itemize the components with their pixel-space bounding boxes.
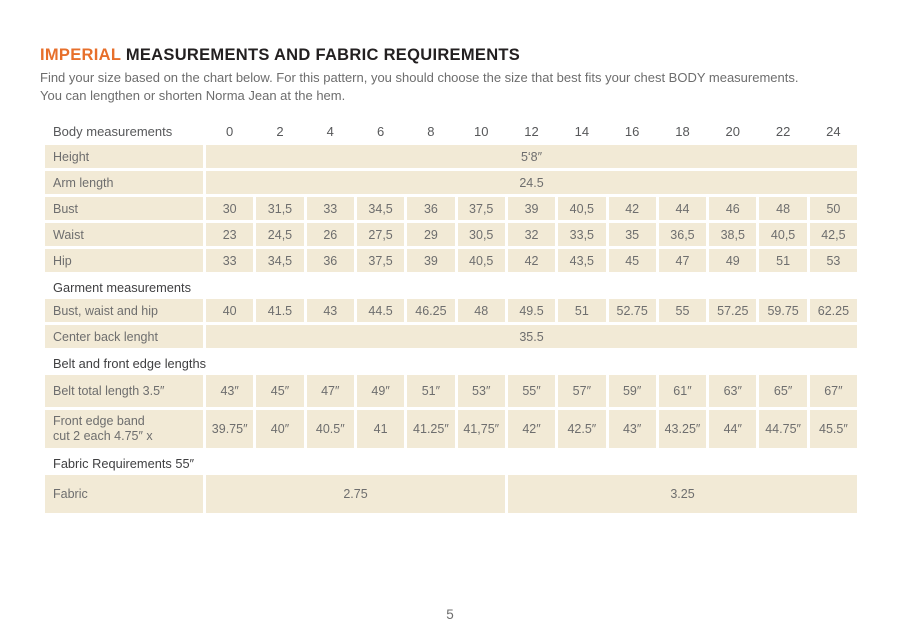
value-cell: 44″ [709, 410, 756, 448]
value-cell: 40 [206, 299, 253, 322]
page-number: 5 [446, 607, 454, 622]
value-cell: 61″ [659, 375, 706, 407]
value-cell: 42,5 [810, 223, 857, 246]
title-highlight: IMPERIAL [40, 46, 121, 64]
value-cell: 49.5 [508, 299, 555, 322]
row-label: Belt total length 3.5″ [45, 375, 203, 407]
value-cell: 46.25 [407, 299, 454, 322]
value-cell: 30 [206, 197, 253, 220]
value-cell: 33,5 [558, 223, 605, 246]
value-cell: 39 [508, 197, 555, 220]
size-column-header-8: 8 [427, 124, 435, 139]
value-cell: 34,5 [256, 249, 303, 272]
value-cell: 53 [810, 249, 857, 272]
value-cell: 27,5 [357, 223, 404, 246]
table-row [45, 223, 857, 246]
row-label: Waist [45, 223, 203, 246]
row-label-line: Front edge band [53, 414, 145, 428]
value-cell: 36 [307, 249, 354, 272]
merged-value-cell: 24.5 [206, 171, 857, 194]
value-cell: 50 [810, 197, 857, 220]
section-header: Garment measurements [53, 280, 191, 295]
value-cell: 30,5 [458, 223, 505, 246]
row-label: Hip [45, 249, 203, 272]
table-row [45, 410, 857, 448]
row-label: Center back lenght [45, 325, 203, 348]
row-label: Fabric [45, 475, 203, 513]
row-label: Bust [45, 197, 203, 220]
value-cell: 62.25 [810, 299, 857, 322]
value-cell: 41.25″ [407, 410, 454, 448]
value-cell: 45 [609, 249, 656, 272]
value-cell: 49″ [357, 375, 404, 407]
value-cell: 29 [407, 223, 454, 246]
size-column-header-10: 10 [473, 124, 489, 139]
size-column-header-12: 12 [524, 124, 539, 139]
value-cell: 63″ [709, 375, 756, 407]
value-cell: 47 [659, 249, 706, 272]
value-cell: 55″ [508, 375, 555, 407]
value-cell: 23 [206, 223, 253, 246]
size-column-header-20: 20 [725, 124, 741, 139]
column-header-body-measurements: Body measurements [53, 124, 173, 139]
value-cell: 43,5 [558, 249, 605, 272]
value-cell: 51″ [407, 375, 454, 407]
value-cell: 43″ [609, 410, 656, 448]
size-column-header-2: 2 [276, 124, 284, 139]
intro-line-1: Find your size based on the chart below. For this pattern, you should choose the size that best fits your chest BODY measurements. [40, 70, 799, 85]
value-cell: 33 [307, 197, 354, 220]
value-cell: 40,5 [458, 249, 505, 272]
value-cell: 44.5 [357, 299, 404, 322]
table-row [45, 325, 857, 348]
table-row [45, 375, 857, 407]
merged-value-cell: 35.5 [206, 325, 857, 348]
value-cell: 34,5 [357, 197, 404, 220]
value-cell: 51 [558, 299, 605, 322]
table-row [45, 197, 857, 220]
value-cell: 40.5″ [307, 410, 354, 448]
page-title [40, 46, 856, 65]
span-value-cell: 3.25 [508, 475, 857, 513]
value-cell: 44.75″ [759, 410, 806, 448]
table-row [45, 475, 857, 513]
value-cell: 37,5 [458, 197, 505, 220]
value-cell: 52.75 [609, 299, 656, 322]
row-label: Arm length [45, 171, 203, 194]
value-cell: 44 [659, 197, 706, 220]
table-row [45, 299, 857, 322]
row-label [45, 410, 203, 448]
value-cell: 35 [609, 223, 656, 246]
value-cell: 38,5 [709, 223, 756, 246]
value-cell: 40,5 [759, 223, 806, 246]
section-header: Fabric Requirements 55″ [53, 456, 195, 471]
value-cell: 55 [659, 299, 706, 322]
value-cell: 49 [709, 249, 756, 272]
value-cell: 51 [759, 249, 806, 272]
value-cell: 57.25 [709, 299, 756, 322]
size-column-header-16: 16 [624, 124, 640, 139]
value-cell: 42.5″ [558, 410, 605, 448]
value-cell: 40,5 [558, 197, 605, 220]
size-column-header-24: 24 [826, 124, 841, 139]
value-cell: 26 [307, 223, 354, 246]
size-column-header-22: 22 [775, 124, 791, 139]
value-cell: 36,5 [659, 223, 706, 246]
table-header-row [45, 121, 857, 142]
size-column-header-6: 6 [376, 124, 385, 139]
value-cell: 46 [709, 197, 756, 220]
size-column-header-4: 4 [326, 124, 334, 139]
value-cell: 43 [307, 299, 354, 322]
value-cell: 48 [458, 299, 505, 322]
value-cell: 59″ [609, 375, 656, 407]
row-label: Height [45, 145, 203, 168]
table-row [45, 171, 857, 194]
value-cell: 67″ [810, 375, 857, 407]
value-cell: 45.5″ [810, 410, 857, 448]
intro-line-2: You can lengthen or shorten Norma Jean at the hem. [40, 87, 346, 103]
value-cell: 43.25″ [659, 410, 706, 448]
value-cell: 42 [508, 249, 555, 272]
measurement-table [45, 121, 857, 513]
value-cell: 57″ [558, 375, 605, 407]
value-cell: 41 [357, 410, 404, 448]
table-row [45, 249, 857, 272]
value-cell: 47″ [307, 375, 354, 407]
value-cell: 40″ [256, 410, 303, 448]
value-cell: 45″ [256, 375, 303, 407]
value-cell: 39.75″ [206, 410, 253, 448]
title-rest: MEASUREMENTS AND FABRIC REQUIREMENTS [120, 46, 521, 64]
merged-value-cell: 5‘8″ [206, 145, 857, 168]
value-cell: 32 [508, 223, 555, 246]
span-value-cell: 2.75 [206, 475, 505, 513]
row-label-line: cut 2 each 4.75″ x [53, 429, 153, 443]
value-cell: 41,75″ [458, 410, 505, 448]
value-cell: 43″ [206, 375, 253, 407]
value-cell: 37,5 [357, 249, 404, 272]
value-cell: 59.75 [759, 299, 806, 322]
size-column-header-14: 14 [574, 124, 590, 139]
value-cell: 42 [609, 197, 656, 220]
value-cell: 33 [206, 249, 253, 272]
value-cell: 48 [759, 197, 806, 220]
value-cell: 39 [407, 249, 454, 272]
row-label: Bust, waist and hip [45, 299, 203, 322]
value-cell: 42″ [508, 410, 555, 448]
size-column-header-18: 18 [675, 124, 690, 139]
size-column-header-0: 0 [226, 124, 234, 139]
value-cell: 41.5 [256, 299, 303, 322]
value-cell: 24,5 [256, 223, 303, 246]
table-row [45, 145, 857, 168]
intro-text [40, 69, 856, 104]
section-header: Belt and front edge lengths [53, 356, 206, 371]
value-cell: 65″ [759, 375, 806, 407]
value-cell: 31,5 [256, 197, 303, 220]
value-cell: 53″ [458, 375, 505, 407]
value-cell: 36 [407, 197, 454, 220]
